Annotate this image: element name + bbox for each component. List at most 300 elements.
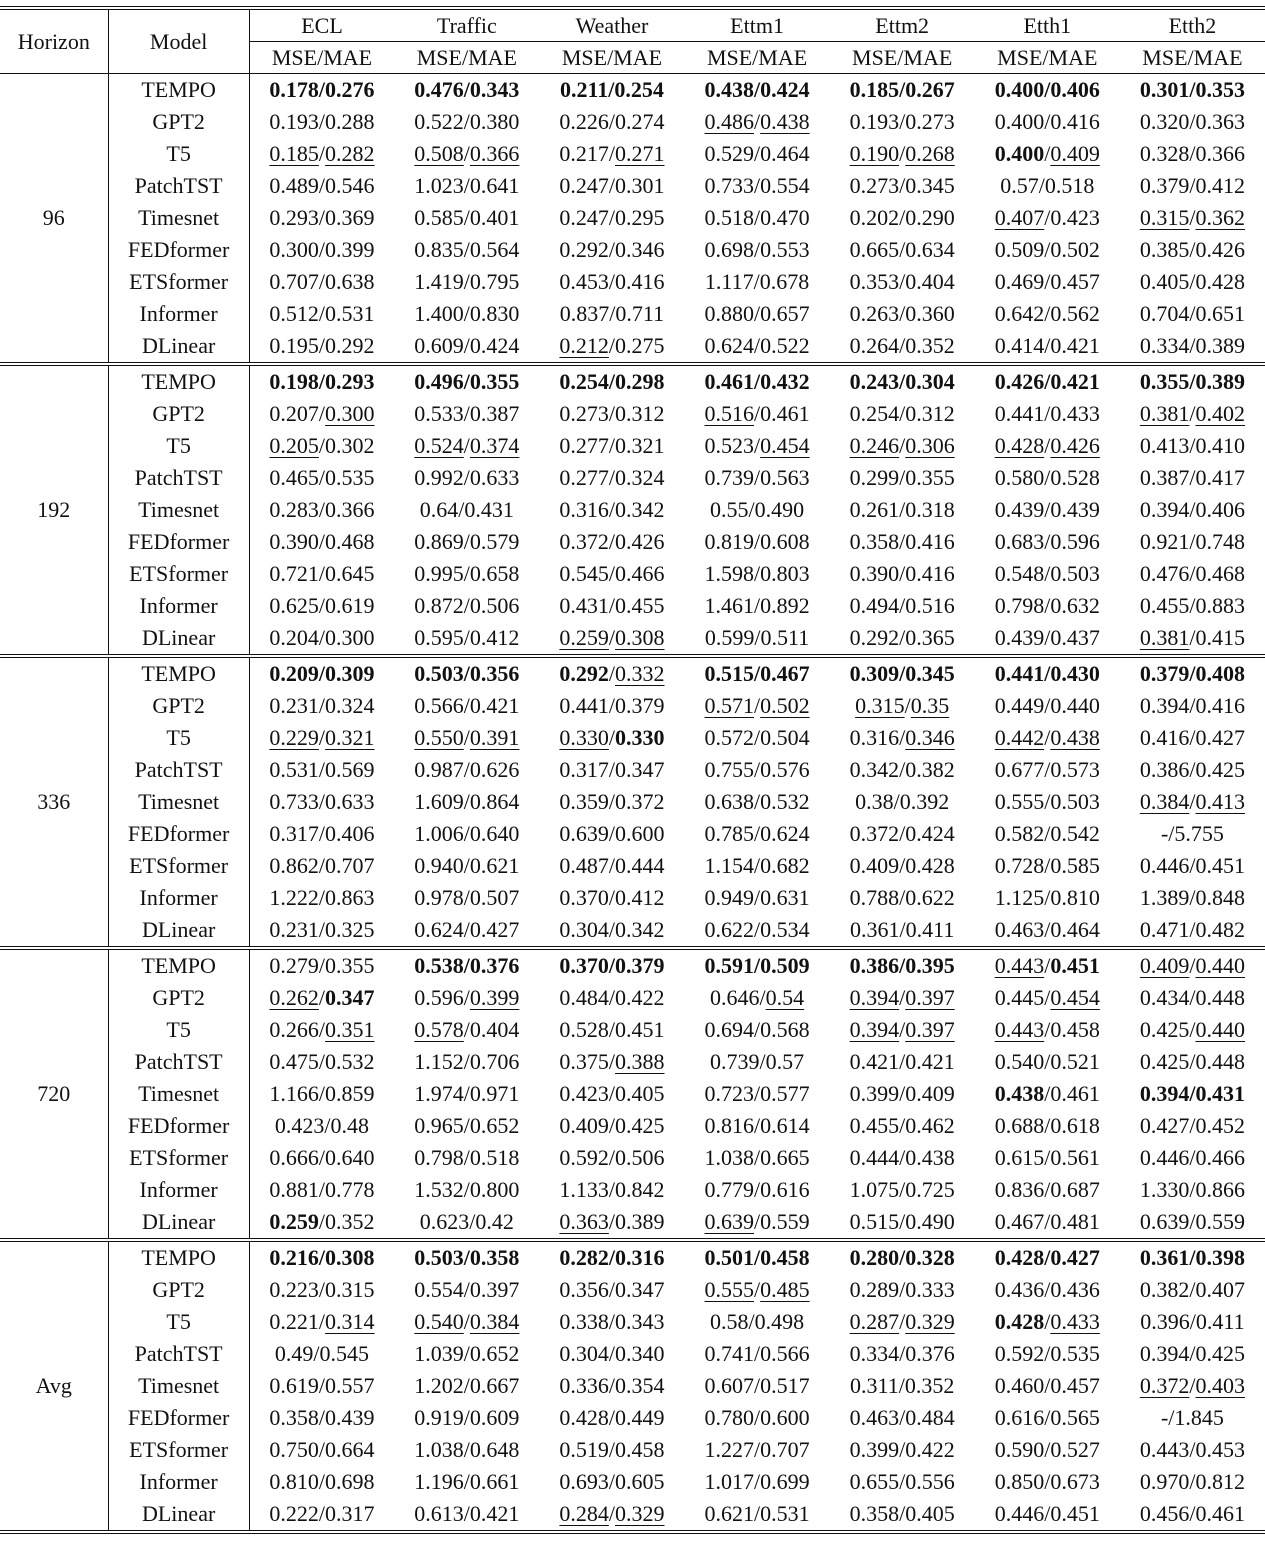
separator: / (754, 821, 761, 846)
mse-value: 0.965 (414, 1113, 464, 1138)
metric-cell-traffic (394, 330, 539, 364)
separator: / (754, 953, 761, 978)
mae-value: 0.404 (905, 269, 955, 294)
separator: / (899, 1145, 906, 1170)
mse-value: 0.616 (994, 1405, 1045, 1430)
separator: / (899, 173, 906, 198)
mae-value: 0.345 (905, 173, 955, 198)
metric-cell-ettm1 (685, 234, 830, 266)
separator: / (1044, 1501, 1051, 1526)
mae-value: 0.482 (1195, 917, 1245, 942)
mse-value: 0.529 (704, 141, 754, 166)
mse-value: 0.512 (269, 301, 319, 326)
mae-value: 0.448 (1195, 985, 1245, 1010)
mse-value: 0.334 (849, 1341, 900, 1366)
mae-value: 0.565 (1050, 1405, 1100, 1430)
mse-value: 0.309 (849, 661, 900, 686)
separator: / (463, 433, 470, 458)
mae-value: 0.579 (469, 529, 520, 554)
separator: / (463, 593, 470, 618)
metric-cell-ecl (249, 462, 394, 494)
mse-value: 0.501 (704, 1245, 754, 1270)
mae-value: 0.576 (760, 757, 810, 782)
metric-cell-ettm2 (830, 1370, 975, 1402)
mse-value: 0.465 (269, 465, 319, 490)
separator: / (463, 1277, 470, 1302)
mae-value: 0.302 (325, 433, 375, 458)
separator: / (608, 1501, 616, 1526)
metric-cell-etth2 (1120, 558, 1265, 590)
table-row (0, 234, 1265, 266)
mse-value: 0.739 (704, 465, 754, 490)
mae-value: 0.667 (469, 1373, 520, 1398)
metric-cell-etth1 (975, 786, 1120, 818)
mse-value: 0.254 (559, 369, 609, 394)
metric-cell-ettm1 (685, 1434, 830, 1466)
mse-value: 0.400 (994, 77, 1045, 102)
metric-cell-ettm2 (830, 690, 975, 722)
mse-value: 1.154 (704, 853, 754, 878)
mse-value: 0.503 (414, 1245, 464, 1270)
metric-cell-weather (539, 948, 684, 982)
results-table-container (0, 6, 1265, 1534)
metric-cell-weather (539, 234, 684, 266)
mse-value: 0.613 (414, 1501, 464, 1526)
separator: / (1044, 465, 1051, 490)
separator: / (608, 1245, 616, 1270)
separator: / (754, 885, 761, 910)
model-name-cell: ETSformer (108, 1434, 249, 1466)
model-name-cell: PatchTST (108, 754, 249, 786)
mse-value: 0.442 (994, 725, 1045, 750)
metric-cell-ettm1 (685, 364, 830, 398)
separator: / (1189, 693, 1196, 718)
metric-cell-ettm2 (830, 558, 975, 590)
table-row (0, 398, 1265, 430)
metric-cell-etth2 (1120, 106, 1265, 138)
metric-cell-ecl (249, 1466, 394, 1498)
mae-value: 0.333 (905, 1277, 955, 1302)
metric-cell-ettm2 (830, 754, 975, 786)
mae-value: 0.362 (1195, 205, 1245, 230)
metric-cell-ecl (249, 330, 394, 364)
model-name-cell: FEDformer (108, 526, 249, 558)
separator: / (318, 853, 326, 878)
table-row (0, 1370, 1265, 1402)
separator: / (899, 885, 906, 910)
mae-value: 0.440 (1195, 1017, 1245, 1042)
metric-cell-etth1 (975, 1110, 1120, 1142)
mse-value: 0.798 (414, 1145, 464, 1170)
metric-cell-traffic (394, 850, 539, 882)
mae-value: 0.470 (760, 205, 810, 230)
model-name-cell: GPT2 (108, 690, 249, 722)
separator: / (1189, 1177, 1196, 1202)
mae-value: 0.451 (1195, 853, 1245, 878)
mae-value: 0.48 (330, 1113, 370, 1138)
separator: / (1189, 561, 1196, 586)
table-row (0, 430, 1265, 462)
metric-cell-traffic (394, 1142, 539, 1174)
mse-value: 0.666 (269, 1145, 319, 1170)
mse-value: 0.523 (704, 433, 754, 458)
mse-value: 0.361 (850, 917, 900, 942)
mae-value: 0.312 (905, 401, 955, 426)
mse-value: 0.299 (849, 465, 900, 490)
mse-value: 0.723 (704, 1081, 754, 1106)
table-row (0, 754, 1265, 786)
model-name-cell: Informer (108, 590, 249, 622)
separator: / (463, 853, 470, 878)
metric-cell-etth1 (975, 298, 1120, 330)
separator: / (899, 433, 906, 458)
metric-cell-ettm1 (685, 462, 830, 494)
mse-value: 0.460 (994, 1373, 1045, 1398)
separator: / (318, 725, 326, 750)
metric-cell-ettm2 (830, 622, 975, 656)
mse-value: 0.449 (994, 693, 1045, 718)
separator: / (899, 1405, 906, 1430)
mae-value: 0.535 (1050, 1341, 1100, 1366)
mse-value: 0.940 (414, 853, 464, 878)
metric-cell-weather (539, 914, 684, 948)
separator: / (754, 917, 761, 942)
separator: / (754, 333, 761, 358)
mae-value: 0.665 (760, 1145, 810, 1170)
mse-value: 0.316 (849, 725, 900, 750)
separator: / (463, 561, 470, 586)
separator: / (463, 1113, 470, 1138)
model-name-cell: DLinear (108, 1206, 249, 1240)
model-name-cell: ETSformer (108, 266, 249, 298)
model-name-cell: TEMPO (108, 364, 249, 398)
separator: / (318, 401, 326, 426)
metric-cell-etth1 (975, 1240, 1120, 1274)
mse-value: 0.455 (1139, 593, 1190, 618)
mae-value: 0.651 (1195, 301, 1245, 326)
mae-value: 0.412 (469, 625, 520, 650)
mae-value: 0.528 (1050, 465, 1100, 490)
table-row (0, 882, 1265, 914)
table-row (0, 590, 1265, 622)
mae-value: 0.632 (1050, 593, 1100, 618)
metric-cell-etth1 (975, 882, 1120, 914)
metric-cell-traffic (394, 590, 539, 622)
mse-value: 0.358 (849, 529, 900, 554)
separator: / (754, 1469, 761, 1494)
mse-value: 0.489 (269, 173, 319, 198)
mae-value: 0.355 (905, 465, 955, 490)
metric-cell-ettm2 (830, 786, 975, 818)
mse-value: 0.750 (269, 1437, 319, 1462)
mae-value: 0.516 (905, 593, 955, 618)
model-name-cell: T5 (108, 1306, 249, 1338)
mse-value: 0.317 (559, 757, 609, 782)
mae-value: 0.518 (1044, 173, 1095, 198)
mse-value: 0.416 (1139, 725, 1190, 750)
model-name-cell: FEDformer (108, 1110, 249, 1142)
mse-value: 0.607 (704, 1373, 754, 1398)
metric-cell-ecl (249, 1338, 394, 1370)
header-row-datasets (0, 8, 1265, 42)
mse-value: 0.566 (414, 693, 464, 718)
mae-value: 0.425 (1195, 1341, 1245, 1366)
separator: / (318, 269, 326, 294)
mse-value: 0.359 (559, 789, 609, 814)
mae-value: 0.275 (615, 333, 665, 358)
mse-value: 0.273 (849, 173, 900, 198)
separator: / (463, 1309, 470, 1334)
table-row (0, 298, 1265, 330)
mae-value: 0.585 (1050, 853, 1100, 878)
separator: / (1044, 301, 1051, 326)
mae-value: 0.292 (325, 333, 375, 358)
mae-value: 0.352 (325, 1209, 375, 1234)
metric-cell-ecl (249, 364, 394, 398)
separator: / (608, 953, 616, 978)
mae-value: 0.408 (1195, 661, 1245, 686)
model-name-cell: TEMPO (108, 1240, 249, 1274)
mae-value: 0.468 (325, 529, 375, 554)
metric-cell-ecl (249, 1434, 394, 1466)
mae-value: 0.438 (760, 109, 810, 134)
metric-cell-etth1 (975, 1338, 1120, 1370)
mae-value: 0.436 (1050, 1277, 1100, 1302)
separator: / (609, 301, 616, 326)
mse-value: 0.642 (994, 301, 1045, 326)
separator: / (1189, 401, 1196, 426)
mse-value: 1.023 (414, 173, 464, 198)
mse-value: 0.785 (704, 821, 754, 846)
mse-value: 0.185 (849, 77, 900, 102)
model-name-cell: PatchTST (108, 1338, 249, 1370)
metric-cell-ettm2 (830, 398, 975, 430)
separator: / (318, 1245, 326, 1270)
separator: / (1189, 1373, 1196, 1398)
separator: / (899, 269, 906, 294)
mae-value: 0.387 (469, 401, 520, 426)
model-name-cell: Informer (108, 882, 249, 914)
mse-value: 0.405 (1139, 269, 1190, 294)
separator: / (1189, 1081, 1196, 1106)
separator: / (463, 1245, 470, 1270)
mse-value: 0.394 (849, 1017, 900, 1042)
mse-value: 0.356 (559, 1277, 609, 1302)
mse-value: 0.209 (269, 661, 319, 686)
metric-cell-etth1 (975, 1274, 1120, 1306)
metric-cell-ettm1 (685, 170, 830, 202)
mae-value: 0.347 (615, 757, 665, 782)
mse-value: 0.426 (994, 369, 1045, 394)
mae-value: 0.392 (899, 789, 950, 814)
mae-value: 0.340 (615, 1341, 665, 1366)
mae-value: 0.424 (760, 77, 810, 102)
metric-cell-weather (539, 138, 684, 170)
metric-cell-weather (539, 1434, 684, 1466)
separator: / (754, 725, 761, 750)
metric-cell-etth1 (975, 1046, 1120, 1078)
separator: / (754, 661, 761, 686)
model-name-cell: Informer (108, 1174, 249, 1206)
metric-cell-etth1 (975, 1078, 1120, 1110)
mse-value: 0.195 (269, 333, 319, 358)
mae-value: 0.748 (1195, 529, 1245, 554)
table-body (0, 74, 1265, 1533)
table-row (0, 462, 1265, 494)
mae-value: 0.290 (905, 205, 955, 230)
mae-value: 0.366 (1195, 141, 1245, 166)
mse-value: 0.423 (559, 1081, 609, 1106)
mae-value: 0.707 (325, 853, 375, 878)
mae-value: 0.346 (905, 725, 955, 750)
mae-value: 0.332 (615, 661, 665, 686)
mse-value: 0.550 (414, 725, 464, 750)
mae-value: 0.369 (325, 205, 375, 230)
mse-value: 0.835 (414, 237, 464, 262)
metric-cell-ettm2 (830, 494, 975, 526)
mae-value: 0.410 (1195, 433, 1245, 458)
mse-value: 0.798 (994, 593, 1045, 618)
mse-value: 0.531 (269, 757, 319, 782)
table-row (0, 1110, 1265, 1142)
table-row (0, 558, 1265, 590)
separator: / (754, 1177, 761, 1202)
separator: / (1044, 205, 1051, 230)
metric-cell-etth1 (975, 914, 1120, 948)
mse-value: 0.394 (1139, 497, 1190, 522)
mae-value: 0.468 (1195, 561, 1245, 586)
separator: / (1189, 465, 1196, 490)
mse-value: 0.624 (414, 917, 464, 942)
mse-value: 0.445 (994, 985, 1045, 1010)
separator: / (463, 821, 470, 846)
mse-value: 0.247 (559, 205, 609, 230)
separator: / (608, 465, 616, 490)
mae-value: 0.411 (1195, 1309, 1245, 1334)
mae-value: 0.355 (469, 369, 520, 394)
metric-cell-ettm1 (685, 202, 830, 234)
metric-cell-ecl (249, 1078, 394, 1110)
mse-value: 0.231 (269, 917, 319, 942)
mse-value: 0.259 (269, 1209, 319, 1234)
separator: / (1189, 757, 1196, 782)
separator: / (1044, 1081, 1051, 1106)
mse-value: 0.970 (1139, 1469, 1190, 1494)
model-name-cell: Informer (108, 1466, 249, 1498)
separator: / (754, 1081, 761, 1106)
mse-value: 1.330 (1139, 1177, 1190, 1202)
table-row (0, 138, 1265, 170)
model-name-cell: ETSformer (108, 850, 249, 882)
metric-cell-ecl (249, 982, 394, 1014)
horizon-cell: 720 (0, 948, 108, 1240)
metric-cell-traffic (394, 882, 539, 914)
mae-value: 0.711 (615, 301, 665, 326)
mae-value: 0.848 (1195, 885, 1245, 910)
metric-cell-ecl (249, 882, 394, 914)
mae-value: 0.431 (1195, 1081, 1245, 1106)
mse-value: - (1160, 821, 1169, 846)
mse-value: 0.540 (994, 1049, 1045, 1074)
mae-value: 5.755 (1174, 821, 1224, 846)
metric-cell-etth1 (975, 1206, 1120, 1240)
metric-cell-ettm2 (830, 234, 975, 266)
metric-cell-ettm1 (685, 590, 830, 622)
mse-value: 1.202 (414, 1373, 464, 1398)
separator: / (318, 1437, 326, 1462)
metric-cell-weather (539, 330, 684, 364)
metric-cell-etth2 (1120, 850, 1265, 882)
metric-cell-etth1 (975, 948, 1120, 982)
table-row (0, 1174, 1265, 1206)
mae-value: 0.422 (905, 1437, 955, 1462)
separator: / (899, 1277, 906, 1302)
metric-cell-etth2 (1120, 1402, 1265, 1434)
mse-value: 1.389 (1139, 885, 1190, 910)
separator: / (463, 109, 470, 134)
mse-value: 0.555 (704, 1277, 754, 1302)
mse-value: 0.311 (850, 1373, 899, 1398)
mse-value: 0.205 (269, 433, 319, 458)
metric-cell-ettm1 (685, 1174, 830, 1206)
separator: / (608, 821, 616, 846)
model-name-cell: T5 (108, 1014, 249, 1046)
mse-value: 0.850 (994, 1469, 1045, 1494)
separator: / (608, 1017, 616, 1042)
mse-value: 0.280 (849, 1245, 900, 1270)
mse-value: 0.446 (994, 1501, 1045, 1526)
mse-value: 0.409 (849, 853, 900, 878)
mse-value: 0.361 (1139, 1245, 1190, 1270)
table-row (0, 106, 1265, 138)
mse-value: 0.231 (269, 693, 319, 718)
mae-value: 0.412 (1195, 173, 1245, 198)
separator: / (754, 369, 761, 394)
separator: / (463, 1341, 470, 1366)
separator: / (754, 1405, 761, 1430)
mse-value: 0.623 (419, 1209, 470, 1234)
mse-value: 0.277 (559, 465, 609, 490)
mae-value: 0.379 (615, 953, 665, 978)
mae-value: 0.416 (905, 529, 955, 554)
metric-cell-etth2 (1120, 1498, 1265, 1532)
mae-value: 0.427 (469, 917, 520, 942)
separator: / (608, 141, 616, 166)
metric-cell-weather (539, 526, 684, 558)
metric-cell-ettm1 (685, 74, 830, 107)
mse-value: 0.355 (1139, 369, 1190, 394)
separator: / (754, 109, 761, 134)
mse-value: 0.836 (994, 1177, 1045, 1202)
mse-value: 0.394 (849, 985, 900, 1010)
table-row (0, 914, 1265, 948)
metric-cell-weather (539, 462, 684, 494)
mae-value: 0.648 (469, 1437, 520, 1462)
separator: / (1189, 1209, 1196, 1234)
mae-value: 0.553 (760, 237, 810, 262)
metric-cell-etth1 (975, 622, 1120, 656)
mae-value: 0.430 (1050, 661, 1100, 686)
mse-value: 0.869 (414, 529, 464, 554)
metric-cell-ettm1 (685, 106, 830, 138)
metric-cell-weather (539, 622, 684, 656)
mse-value: 0.49 (274, 1341, 314, 1366)
separator: / (1044, 529, 1051, 554)
mae-value: 0.457 (1050, 1373, 1100, 1398)
mae-value: 0.412 (615, 885, 665, 910)
metric-cell-traffic (394, 1306, 539, 1338)
mae-value: 0.444 (615, 853, 665, 878)
